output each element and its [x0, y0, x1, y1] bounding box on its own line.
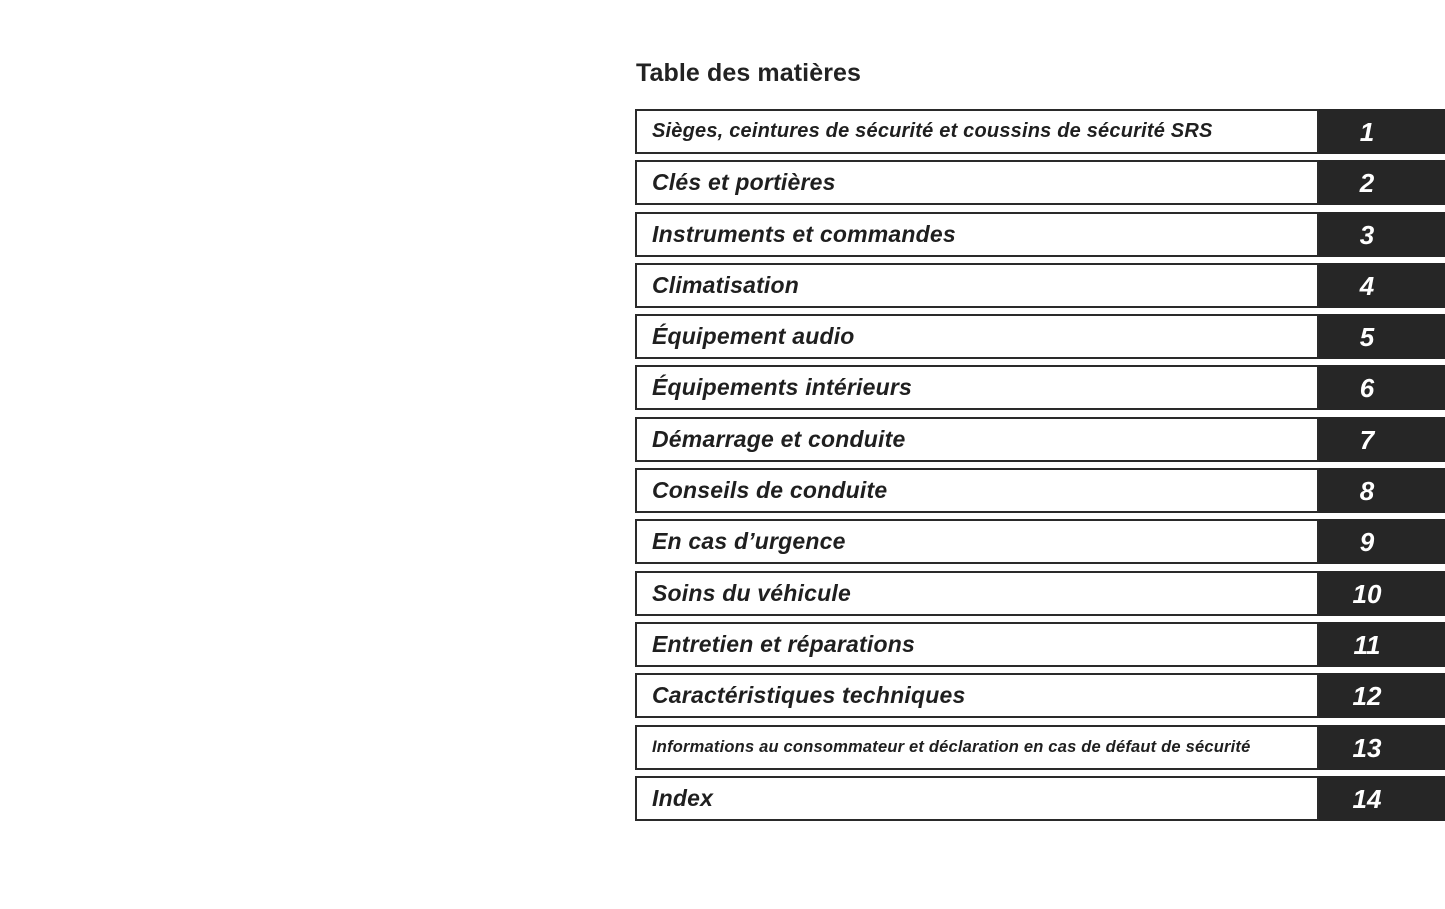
toc-entry-2[interactable] — [635, 160, 1445, 205]
toc-entry-label-box — [635, 263, 1319, 308]
toc-entry-label: Équipements intérieurs — [652, 374, 913, 401]
chapter-tab[interactable] — [1319, 622, 1445, 667]
toc-entry-label-box — [635, 109, 1319, 154]
toc-entry-label-box — [635, 571, 1319, 616]
table-of-contents — [635, 109, 1445, 827]
toc-entry-12[interactable] — [635, 673, 1445, 718]
toc-entry-label: Caractéristiques techniques — [652, 682, 966, 709]
toc-entry-label: Instruments et commandes — [652, 220, 956, 247]
toc-entry-label-box — [635, 673, 1319, 718]
toc-entry-label-box — [635, 519, 1319, 564]
chapter-number: 14 — [1352, 783, 1382, 814]
chapter-number: 2 — [1359, 168, 1375, 199]
toc-entry-10[interactable] — [635, 571, 1445, 616]
chapter-tab[interactable] — [1319, 160, 1445, 205]
toc-entry-14[interactable] — [635, 776, 1445, 821]
toc-entry-label: Démarrage et conduite — [652, 425, 906, 452]
chapter-tab[interactable] — [1319, 673, 1445, 718]
chapter-tab[interactable] — [1319, 725, 1445, 770]
chapter-tab[interactable] — [1319, 519, 1445, 564]
chapter-number: 3 — [1359, 219, 1375, 250]
chapter-number: 4 — [1359, 270, 1375, 301]
toc-entry-label: Clés et portières — [652, 169, 836, 196]
chapter-number: 11 — [1353, 629, 1381, 660]
chapter-tab[interactable] — [1319, 263, 1445, 308]
toc-entry-label: En cas d’urgence — [652, 528, 846, 555]
toc-entry-label: Sièges, ceintures de sécurité et coussins de sécurité SRS — [652, 120, 1213, 142]
toc-entry-6[interactable] — [635, 365, 1445, 410]
chapter-number: 6 — [1359, 373, 1375, 404]
toc-entry-11[interactable] — [635, 622, 1445, 667]
toc-entry-label-box — [635, 468, 1319, 513]
toc-entry-label-box — [635, 417, 1319, 462]
toc-entry-label: Soins du véhicule — [652, 579, 851, 606]
toc-entry-label-box — [635, 160, 1319, 205]
toc-entry-label: Informations au consommateur et déclaration en cas de défaut de sécurité — [652, 737, 1251, 756]
toc-entry-label-box — [635, 622, 1319, 667]
chapter-tab[interactable] — [1319, 571, 1445, 616]
toc-entry-label-box — [635, 725, 1319, 770]
toc-entry-label-box — [635, 365, 1319, 410]
toc-entry-5[interactable] — [635, 314, 1445, 359]
toc-entry-9[interactable] — [635, 519, 1445, 564]
chapter-tab[interactable] — [1319, 417, 1445, 462]
toc-entry-label-box — [635, 776, 1319, 821]
toc-entry-label-box — [635, 212, 1319, 257]
chapter-number: 7 — [1359, 424, 1375, 455]
toc-entry-4[interactable] — [635, 263, 1445, 308]
chapter-number: 10 — [1352, 578, 1382, 609]
toc-entry-label: Conseils de conduite — [652, 477, 888, 504]
toc-entry-label: Équipement audio — [652, 323, 855, 350]
chapter-tab[interactable] — [1319, 109, 1445, 154]
chapter-tab[interactable] — [1319, 212, 1445, 257]
toc-entry-3[interactable] — [635, 212, 1445, 257]
toc-entry-label: Entretien et réparations — [652, 630, 915, 657]
toc-entry-label-box — [635, 314, 1319, 359]
toc-entry-1[interactable] — [635, 109, 1445, 154]
chapter-tab[interactable] — [1319, 314, 1445, 359]
page-title: Table des matières — [636, 59, 862, 87]
toc-entry-13[interactable] — [635, 725, 1445, 770]
chapter-tab[interactable] — [1319, 468, 1445, 513]
chapter-number: 1 — [1359, 117, 1375, 147]
toc-entry-label: Climatisation — [652, 271, 800, 298]
chapter-number: 8 — [1359, 476, 1375, 507]
toc-entry-7[interactable] — [635, 417, 1445, 462]
toc-entry-label: Index — [652, 784, 714, 811]
chapter-number: 5 — [1359, 322, 1375, 353]
chapter-number: 13 — [1352, 732, 1382, 763]
chapter-tab[interactable] — [1319, 365, 1445, 410]
chapter-number: 12 — [1352, 681, 1382, 712]
toc-entry-8[interactable] — [635, 468, 1445, 513]
chapter-number: 9 — [1359, 527, 1375, 558]
chapter-tab[interactable] — [1319, 776, 1445, 821]
